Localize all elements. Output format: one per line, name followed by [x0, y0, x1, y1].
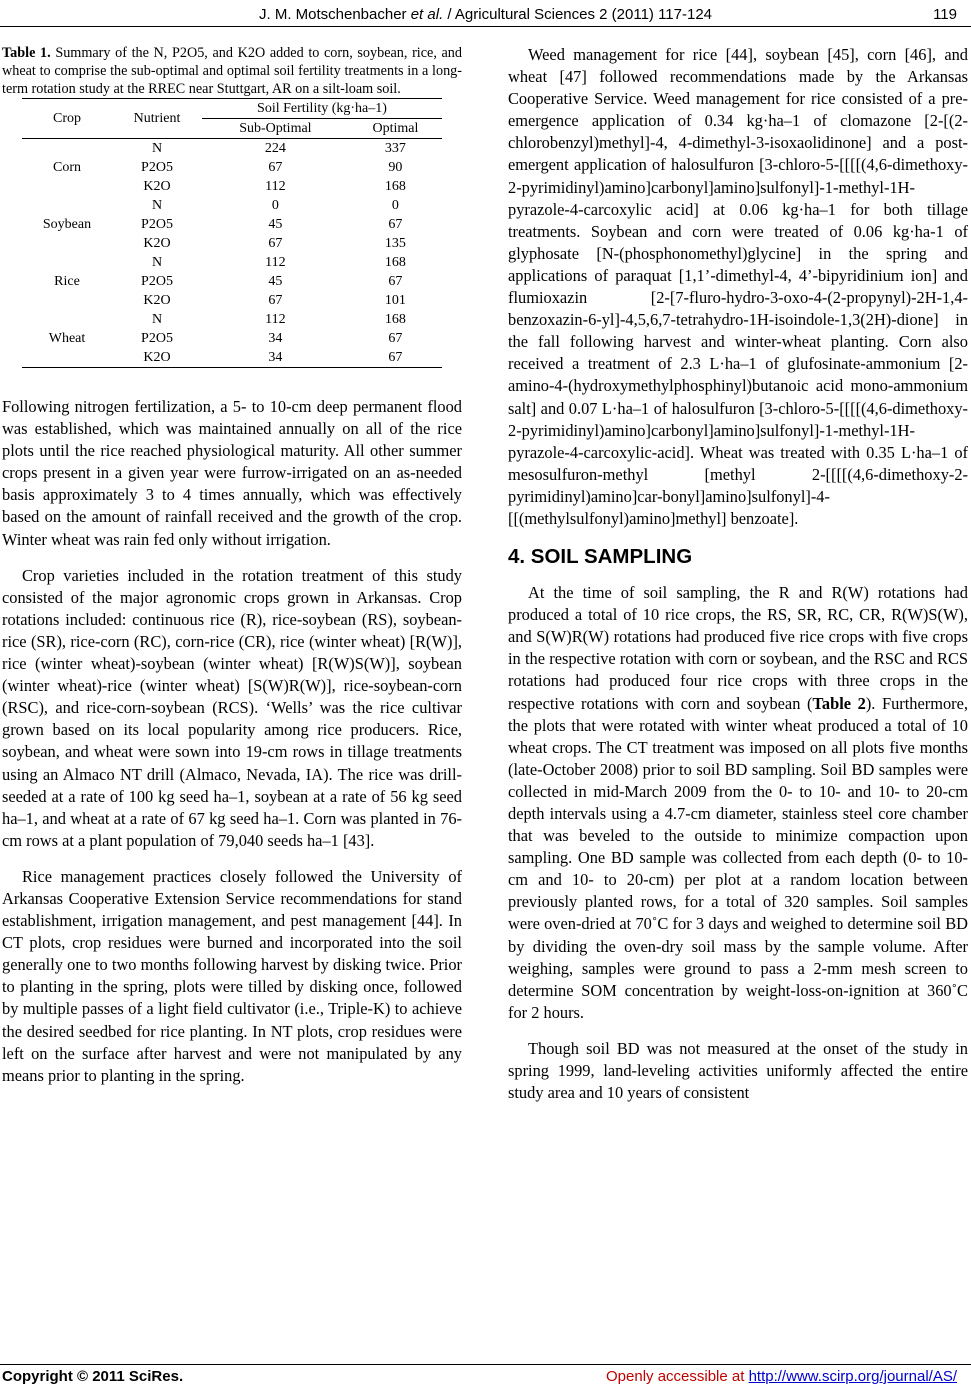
table-reference: Table 2 [812, 693, 866, 713]
col-nutrient: Nutrient [112, 99, 202, 139]
optimal-cell: 67 [388, 217, 403, 232]
optimal-cell: 168 [384, 179, 406, 194]
footer-rule [0, 1364, 971, 1365]
page-number: 119 [933, 6, 957, 23]
sub-optimal-cell: 0 [271, 198, 279, 213]
nutrient-cell: P2O5 [141, 217, 173, 232]
sub-optimal-cell: 67 [268, 293, 283, 308]
sub-optimal-cell: 112 [265, 255, 286, 270]
sub-optimal-cell: 34 [202, 348, 349, 368]
nutrient-cell: K2O [112, 348, 202, 368]
col-crop: Crop [22, 99, 112, 139]
nutrient-cell: N [151, 198, 163, 213]
nutrient-cell: P2O5 [141, 331, 173, 346]
table-caption [2, 44, 462, 98]
paragraph: Weed management for rice [44], soybean [45], corn [46], and wheat [47] followed recommendations made by the Arkansas Cooperative Service. Weed management for rice consisted of a pre-emergence application of 0.34 kg·ha–1 of clomazone [2-[(2-chlorobenzyl)methyl]-4, 4-dimethyl-3-isoxaolidinone] and a post-emergent application of halosulfuron [3-chloro-5-[[[[(4,6-dimethoxy-2-pyrimidinyl)amino]carbonyl]amino]sulfonyl]-1-methyl-1H-pyrazole-4-carcoxylic acid] at 0.06 kg·ha–1 for both tillage treatments. Soybean and corn were treated of 0.06 kg·ha-1 of glyphosate [N-(phosphonomethyl)glycine] in the spring and applications of paraquat [1,1’-dimethyl-4, 4’-bipyridinium ion] and flumioxazin [2-[7-fluro-hydro-3-oxo-4-(2-propynyl)-2H-1,4-benzoxazin-6-yl]-4,5,6,7-tetrahydro-1H-isoindole-1,3(2H)-dione] in the fall following harvest and winter-wheat planting. Corn also received a treatment of 2.3 L·ha–1 of glufosinate-ammonium [2-amino-4-(hydroxymethylphosphinyl)butanoic acid mono-ammonium salt] and 0.07 L·ha–1 of halosulfuron [3-chloro-5-[[[[(4,6-dimethoxy-2-pyrimidinyl)amino]carbonyl]amino]sulfonyl]-1-methyl-1H-pyrazole-4-carcoxylic-acid]. Wheat was treated with 0.35 L·ha–1 of mesosulfuron-methyl [methyl 2-[[[[(4,6-dimethoxy-2-pyrimidinyl)amino]car-bonyl]amino]sulfonyl]-4-[[(methylsulfonyl)amino]methyl] benzoate]. [508, 45, 968, 528]
sub-optimal-cell: 112 [265, 179, 286, 194]
table-row [22, 196, 442, 215]
paragraph-text: ). Furthermore, the plots that were rotated with winter wheat produced a total of 10 wheat crops. The CT treatment was imposed on all plots five months (late-October 2008) prior to soil BD sampling. Soil BD samples were collected in mid-March 2009 from the 0- to 10- and 10- to 20-cm depth intervals using a 4.7-cm diameter, stainless steel core chamber that was beveled to the outside to minimize compaction upon sampling. One BD sample was collected from each depth (0- to 10-cm and 10- to 20-cm) per plot at a random location between previously planted rows, for a total of 320 samples. Soil samples were oven-dried at 70˚C for 3 days and weighed to determine soil BD by dividing the oven-dry soil mass by the sample volume. After weighing, samples were ground to pass a 2-mm mesh screen to determine SOM concentration by weight-loss-on-ignition at 360˚C for 2 hours. [508, 693, 968, 1022]
optimal-cell: 101 [384, 293, 406, 308]
col-optimal: Optimal [349, 119, 442, 139]
table-row [22, 253, 442, 272]
table-caption-text: Summary of the N, P2O5, and K2O added to corn, soybean, rice, and wheat to comprise the sub-optimal and optimal soil fertility treatments in a long-term rotation study at the RREC near Stuttgart, AR on a silt-loam soil. [2, 45, 462, 97]
optimal-cell: 135 [384, 236, 406, 251]
crop-cell: Soybean [42, 217, 92, 232]
soil-fertility-table [22, 98, 442, 368]
nutrient-cell: N [151, 312, 163, 327]
header-authors: J. M. Motschenbacher [258, 6, 407, 23]
optimal-cell: 337 [384, 141, 406, 156]
running-header [0, 2, 971, 28]
paragraph: Following nitrogen fertilization, a 5- to 10-cm deep permanent flood was established, which was maintained annually on all of the rice plots until the rice reached physiological maturity. All other summer crops present in a given year were furrow-irrigated on an as-needed basis approximately 3 to 4 times annually, which was effectively based on the amount of rainfall received and the growth of the crop. Winter wheat was rain fed only without irrigation. [2, 397, 462, 549]
nutrient-cell: K2O [143, 179, 171, 194]
paragraph-text: At the time of soil sampling, the R and R(W) rotations had produced a total of 10 rice crops, the RS, SR, RC, CR, R(W)S(W), and S(W)R(W) rotations had produced five rice crops with five crops in the respective rotation with corn or soybean, and the RSC and RCS rotations had produced four rice crops with three crops in the respective rotations with corn and soybean ( [508, 583, 968, 713]
crop-cell: Rice [54, 274, 80, 289]
nutrient-cell: K2O [143, 236, 171, 251]
crop-cell: Wheat [22, 310, 112, 368]
nutrient-cell: P2O5 [141, 274, 173, 289]
section-heading: 4. SOIL SAMPLING [508, 545, 693, 569]
left-column [2, 44, 462, 1087]
nutrient-cell: K2O [143, 293, 171, 308]
sub-optimal-cell: 34 [268, 331, 283, 346]
open-access-note [606, 1368, 957, 1385]
header-journal: / Agricultural Sciences 2 (2011) 117-124 [443, 6, 713, 23]
table-row [22, 139, 442, 159]
journal-link[interactable]: http://www.scirp.org/journal/AS/ [748, 1368, 957, 1385]
sub-optimal-cell: 112 [265, 312, 286, 327]
optimal-cell: 168 [384, 255, 406, 270]
header-etal: et al. [410, 6, 444, 23]
sub-optimal-cell: 45 [268, 274, 283, 289]
optimal-cell: 67 [388, 331, 403, 346]
optimal-cell: 67 [388, 274, 403, 289]
optimal-cell: 168 [384, 312, 406, 327]
nutrient-cell: N [151, 255, 163, 270]
col-sub-optimal: Sub-Optimal [202, 119, 349, 139]
nutrient-cell: N [151, 141, 163, 156]
paragraph: Rice management practices closely followed the University of Arkansas Cooperative Extension Service recommendations for stand establishment, irrigation management, and pest management [44]. In CT plots, crop residues were burned and incorporated into the soil generally one to two months following harvest by disking twice. Prior to planting in the spring, plots were tilled by disking once, followed by multiple passes of a light field cultivator (i.e., Triple-K) to achieve the desired seedbed for rice planting. In NT plots, crop residues were left on the surface after harvest and were not manipulated by any means prior to planting in the spring. [2, 866, 462, 1085]
nutrient-cell: P2O5 [141, 160, 173, 175]
paragraph: Though soil BD was not measured at the onset of the study in spring 1999, land-leveling activities uniformly affected the entire study area and 10 years of consistent [508, 1038, 968, 1103]
paragraph: Crop varieties included in the rotation treatment of this study consisted of the major agronomic crops grown in Arkansas. Crop rotations included: continuous rice (R), rice-soybean (RS), soybean-rice (SR), rice-corn (RC), corn-rice (CR), rice (winter wheat) [R(W)], rice (winter wheat)-soybean (winter wheat) [R(W)S(W)], soybean (winter wheat)-rice (winter wheat) [S(W)R(W)], rice-soybean-corn (RSC), and rice-corn-soybean (RCS). ‘Wells’ was the rice cultivar grown based on its local popularity among rice producers. Rice, soybean, and wheat were sown into 19-cm rows in tillage treatments using an Almaco NT drill (Almaco, Nevada, IA). The rice was drill-seeded at a rate of 100 kg seed ha–1, soybean at a rate of 56 kg seed ha–1, and wheat at a rate of 67 kg seed ha–1. Corn was planted in 76-cm rows at a plant population of 79,040 seeds ha–1 [43]. [2, 565, 462, 850]
sub-optimal-cell: 67 [268, 236, 283, 251]
header-rule [0, 26, 971, 27]
table-header-row [22, 99, 442, 119]
copyright: Copyright © 2011 SciRes. [2, 1368, 184, 1385]
table-row [22, 310, 442, 329]
page-footer [0, 1364, 971, 1386]
open-access-label: Openly accessible at [606, 1368, 749, 1385]
sub-optimal-cell: 67 [268, 160, 283, 175]
right-column [508, 44, 968, 1104]
optimal-cell: 0 [391, 198, 399, 213]
optimal-cell: 90 [388, 160, 403, 175]
col-soil-fertility [202, 99, 442, 119]
crop-cell: Corn [53, 160, 81, 175]
optimal-cell: 67 [349, 348, 442, 368]
sub-optimal-cell: 45 [268, 217, 283, 232]
running-title [0, 6, 971, 23]
paragraph [508, 582, 968, 1024]
sub-optimal-cell: 224 [264, 141, 286, 156]
table-caption-label: Table 1. [2, 45, 51, 61]
col-soil-fertility-label: Soil Fertility (kg·ha–1) [257, 101, 387, 116]
